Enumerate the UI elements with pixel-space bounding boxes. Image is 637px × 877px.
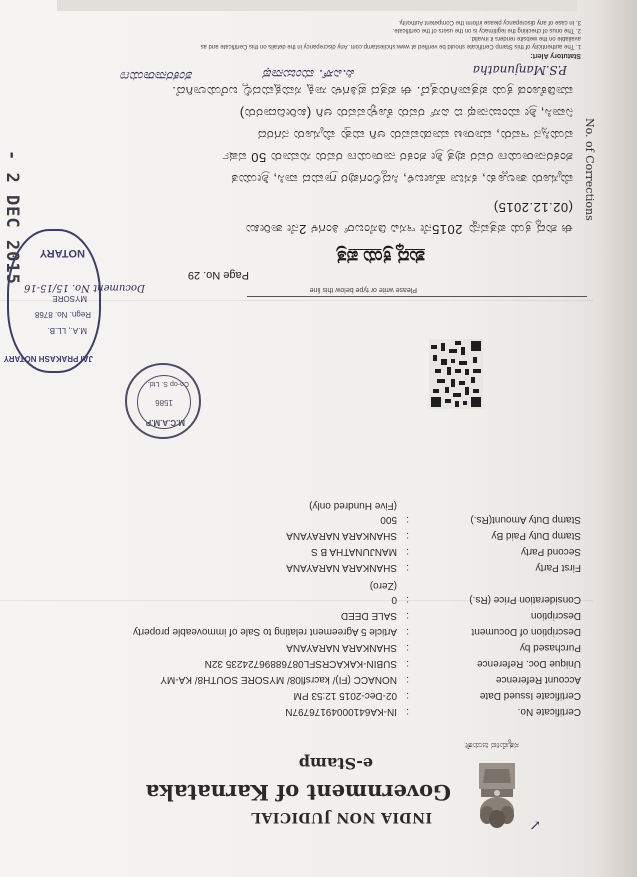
- notary-seal-text: JAI PRAKASH NOTARY: [3, 354, 93, 363]
- field-label: Stamp Duty Paid By: [491, 530, 581, 541]
- divider-line: [247, 296, 587, 297]
- corrections-note: No. of Corrections: [583, 118, 596, 221]
- government-title: Government of Karnataka: [145, 780, 451, 805]
- field-colon: :: [406, 674, 409, 685]
- notary-name: M.A., LL.B.: [47, 326, 87, 335]
- page-number: Page No. 29: [187, 269, 249, 281]
- field-colon: :: [406, 562, 409, 573]
- document-number: Document No. 15/15-16: [24, 282, 145, 293]
- field-value: IN-KA64100049176797N: [285, 706, 397, 717]
- statutory-line: available on the website renders it invalid.: [469, 35, 581, 41]
- field-value: SUBIN-KAKACRSFL08768896724235 32N: [204, 658, 397, 669]
- deed-line: ವಯಸ್ಸಿನ ಇವರು, ಮಾರಾಟ ಮಾಡುವವರು ಆಗಿ ಮತ್ತು ಮೈಸೂರು ನಗರದ: [257, 128, 573, 143]
- deed-line: ನಿವಾಸಿ, ಶ್ರೀ ಮಂಜುನಾಥ ಬಿ ಎಸ್ ರವರು ಕೊಳ್ಳುವವರು ಆಗಿ (ಖರೀದಿದಾರರು): [239, 106, 573, 121]
- field-colon: :: [406, 658, 409, 669]
- qr-code: [429, 339, 483, 409]
- field-colon: :: [406, 546, 409, 557]
- deed-heading: ಶುದ್ಧ ಕ್ರಯ ಪತ್ರ: [336, 247, 425, 267]
- notary-seal: [3, 229, 101, 373]
- field-label: Purchased by: [519, 642, 581, 653]
- society-seal: [125, 363, 201, 439]
- field-label: Unique Doc. Reference: [477, 658, 581, 669]
- field-label: Second Party: [520, 546, 581, 557]
- field-value: SHANKARA NARAYANA: [286, 642, 397, 653]
- field-value: 500: [380, 514, 397, 525]
- field-value: SALE DEED: [340, 610, 397, 621]
- deed-line: (02.12.2015): [493, 200, 573, 215]
- field-value: 0: [391, 594, 397, 605]
- field-value: SHANKARA NARAYANA: [286, 530, 397, 541]
- field-value: (Zero): [369, 580, 397, 591]
- field-value: MANJUNATHA B S: [311, 546, 397, 557]
- field-value: Article 5 Agreement relating to Sale of immoveable property: [132, 626, 397, 637]
- estamp-title: e-Stamp: [298, 754, 373, 773]
- field-colon: :: [406, 642, 409, 653]
- handwritten-mark: ↙: [529, 817, 541, 833]
- top-line: INDIA NON JUDICIAL: [250, 809, 432, 825]
- write-below-note: Please write or type below this line: [309, 286, 417, 293]
- national-emblem: [473, 751, 521, 829]
- signature-seller: ಶಂಕರನಾರಾಯಣ: [120, 68, 193, 83]
- statutory-line: 3. In case of any discrepancy please inform the Competent Authority.: [398, 19, 581, 25]
- field-label: Account Reference: [495, 674, 581, 685]
- field-colon: :: [406, 610, 409, 621]
- deed-line: ಈ ಶುದ್ಧ ಕ್ರಯ ಪತ್ರವನ್ನು 2015ನೇ ಇಸವಿ ಡಿಸೆಂಬರ್ ತಿಂಗಳ 2ನೇ ತಾರೀಖು: [245, 222, 573, 237]
- notary-reg: Regn. No. 8768: [34, 310, 91, 319]
- deed-line: ಮೈಸೂರು ತಾಲ್ಲೂಕು, ಕಸಬಾ ಹೋಬಳಿ, ಸಿದ್ದಲಿಂಗಪುರ ಗ್ರಾಮದ ವಾಸಿ, ಶ್ರೀಯುತ: [230, 172, 573, 187]
- seal-bottom-text: Co-op S. Ltd.: [147, 380, 189, 387]
- notary-word: NOTARY: [39, 247, 85, 259]
- seal-top-text: M.C.A.M.P: [145, 418, 185, 427]
- deed-line: ಶಂಕರನಾರಾಯಣ ರವರ ಪುತ್ರ ಶ್ರೀ ಶಂಕರ ನಾರಾಯಣ ರವರು ಸುಮಾರು 50 ವರ್ಷ: [221, 150, 573, 165]
- signature-buyer: ಪಿ.ಎಸ್. ಮಂಜುನಾಥ: [263, 66, 355, 81]
- page-edge-strip: [57, 0, 577, 11]
- field-colon: :: [406, 594, 409, 605]
- deed-line: ಮಾಡಿಕೊಂಡ ಕ್ರಯ ಪತ್ರವಾಗಿರುತ್ತದೆ. ಈ ಪತ್ರದ ಪ್ರತಿಗಳು ಸಾಕ್ಷಿ ಸಮಕ್ಷಮದಲ್ಲಿ ಬರೆಯಲಾಗಿದೆ.: [171, 84, 573, 99]
- field-label: Description of Document: [471, 626, 581, 637]
- field-colon: :: [406, 706, 409, 717]
- field-value: (Five Hundred only): [309, 500, 397, 511]
- statutory-line: 2. The onus of checking the legitimacy is on the users of the certificate.: [392, 27, 581, 33]
- field-colon: :: [406, 530, 409, 541]
- field-label: First Party: [535, 562, 581, 573]
- statutory-heading: Statutory Alert:: [530, 52, 581, 59]
- field-value: 02-Dec-2015 12:53 PM: [293, 690, 397, 701]
- field-label: Consideration Price (Rs.): [469, 594, 581, 605]
- signature-witness: P.S.Manjunatha: [472, 63, 567, 77]
- date-stamp: - 2 DEC 2015: [2, 150, 22, 285]
- field-label: Certificate Issued Date: [479, 690, 581, 701]
- field-value: SHANKARA NARAYANA: [286, 562, 397, 573]
- seal-center-text: 1586: [155, 398, 173, 407]
- field-colon: :: [406, 690, 409, 701]
- field-value: NONACC (FI)/ kacrsfl08/ MYSORE SOUTH8/ KA-MY: [160, 674, 397, 685]
- notary-place: MYSORE: [52, 294, 87, 303]
- emblem-caption: ಸತ್ಯಮೇವ ಜಯತೇ: [465, 741, 519, 751]
- field-label: Certificate No.: [517, 706, 581, 717]
- field-colon: :: [406, 626, 409, 637]
- statutory-line: 1. The authenticity of this Stamp Certificate should be verified at www.shcilestamp.com. Any discrepancy in the details on this Certificate and as: [200, 43, 581, 49]
- field-label: Description: [530, 610, 581, 621]
- field-colon: :: [406, 514, 409, 525]
- field-label: Stamp Duty Amount(Rs.): [470, 514, 581, 525]
